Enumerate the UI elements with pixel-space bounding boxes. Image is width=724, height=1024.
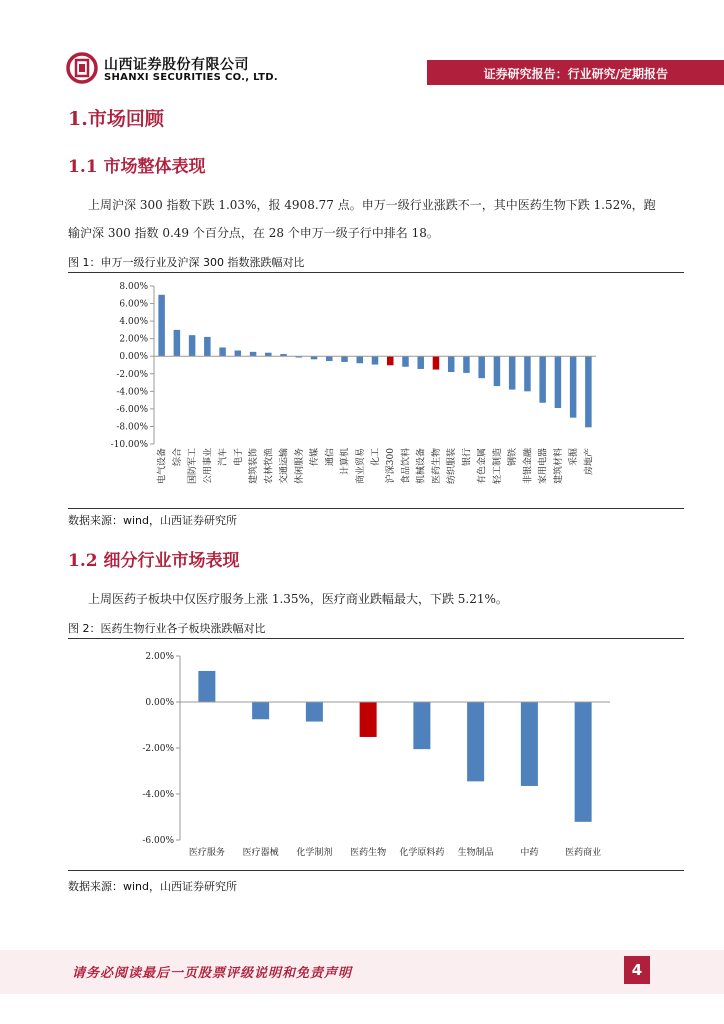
y-tick-label: -10.00%	[110, 440, 148, 450]
x-category-label: 医药生物	[350, 848, 387, 858]
bar-银行	[463, 356, 470, 373]
bar-建筑材料	[555, 356, 562, 408]
bar-沪深300	[387, 356, 394, 365]
x-category-label: 中药	[520, 848, 539, 858]
x-category-label: 食品饮料	[401, 448, 412, 485]
x-category-label: 沪深300	[386, 448, 397, 484]
y-tick-label: 8.00%	[119, 282, 148, 292]
bar-电子	[235, 351, 242, 357]
x-category-label: 电气设备	[157, 448, 168, 485]
bar-电气设备	[158, 295, 165, 356]
bar-医药商业	[575, 702, 592, 822]
y-tick-label: -6.00%	[116, 404, 148, 415]
footer-disclaimer: 请务必阅读最后一页股票评级说明和免责声明	[72, 966, 353, 981]
x-category-label: 汽车	[218, 448, 229, 467]
figure-1-bottom-rule	[68, 508, 684, 509]
bar-公用事业	[204, 337, 211, 356]
x-category-label: 商业贸易	[355, 448, 366, 485]
x-category-label: 医疗器械	[242, 848, 279, 858]
report-type-text: 证券研究报告：行业研究/定期报告	[483, 67, 668, 81]
figure-2-top-rule	[68, 638, 684, 639]
x-category-label: 银行	[462, 448, 473, 467]
bar-生物制品	[467, 702, 484, 781]
x-category-label: 化学制剂	[296, 848, 333, 858]
y-tick-label: -6.00%	[142, 836, 174, 846]
y-tick-label: -8.00%	[116, 422, 148, 433]
page-number: 4	[624, 956, 650, 984]
bar-医疗服务	[198, 671, 215, 702]
x-category-label: 综合	[172, 448, 183, 467]
section-title: 1.市场回顾	[68, 108, 164, 130]
bar-医药生物	[360, 702, 377, 737]
figure-2-title: 图 2：医药生物行业各子板块涨跌幅对比	[68, 622, 266, 635]
bar-农林牧渔	[265, 353, 272, 357]
x-category-label: 家用电器	[538, 447, 549, 485]
x-category-label: 采掘	[569, 448, 580, 467]
bar-采掘	[570, 356, 577, 417]
page-header	[0, 0, 724, 96]
paragraph-line-1: 上周沪深 300 指数下跌 1.03%，报 4908.77 点。申万一级行业涨跌不一，其中医药生物下跌 1.52%，跑	[88, 198, 656, 212]
paragraph-line-2: 输沪深 300 指数 0.49 个百分点，在 28 个申万一级子行中排名 18。	[68, 226, 439, 240]
bar-医药生物	[433, 356, 440, 369]
bar-食品饮料	[402, 356, 409, 367]
paragraph-1-2: 上周医药子板块中仅医疗服务上涨 1.35%，医疗商业跌幅最大，下跌 5.21%。	[88, 592, 508, 606]
x-category-label: 房地产	[584, 448, 595, 476]
x-category-label: 建筑材料	[553, 448, 564, 485]
x-category-label: 建筑装饰	[249, 448, 260, 485]
bar-钢铁	[509, 356, 516, 389]
bar-计算机	[341, 356, 348, 362]
subsection-title-1-2: 1.2 细分行业市场表现	[68, 551, 240, 571]
bar-化学原料药	[413, 702, 430, 749]
x-category-label: 生物制品	[457, 848, 494, 858]
bar-化工	[372, 356, 379, 364]
x-category-label: 化工	[371, 448, 381, 467]
x-category-label: 通信	[325, 448, 336, 467]
y-tick-label: 0.00%	[145, 698, 174, 708]
bar-建筑装饰	[250, 352, 257, 356]
x-category-label: 有色金属	[477, 448, 488, 485]
x-category-label: 化学原料药	[399, 848, 445, 858]
company-logo-icon	[66, 52, 98, 84]
bar-通信	[326, 356, 333, 361]
x-category-label: 传媒	[310, 448, 321, 467]
bar-汽车	[219, 347, 226, 356]
bar-纺织服装	[448, 356, 455, 372]
bar-中药	[521, 702, 538, 786]
x-category-label: 钢铁	[508, 448, 519, 467]
x-category-label: 轻工制造	[492, 448, 503, 485]
x-category-label: 纺织服装	[447, 448, 458, 485]
bar-家用电器	[539, 356, 546, 403]
x-category-label: 计算机	[340, 448, 351, 476]
subsection-title-1-1: 1.1 市场整体表现	[68, 157, 206, 177]
y-tick-label: -4.00%	[142, 790, 174, 800]
bar-国防军工	[189, 335, 196, 356]
y-tick-label: 0.00%	[119, 352, 148, 363]
x-category-label: 医疗服务	[188, 848, 225, 858]
bar-轻工制造	[494, 356, 501, 386]
x-category-label: 休闲服务	[294, 448, 305, 485]
chart-2	[68, 642, 684, 870]
chart-1	[68, 276, 684, 508]
y-tick-label: -2.00%	[142, 744, 174, 754]
x-category-label: 国防军工	[188, 448, 199, 485]
x-category-label: 电子	[233, 448, 244, 467]
x-category-label: 医药生物	[431, 448, 442, 485]
bar-机械设备	[417, 356, 424, 369]
bar-有色金属	[478, 356, 485, 378]
figure-2-source: 数据来源：wind，山西证券研究所	[68, 880, 238, 893]
x-category-label: 公用事业	[203, 448, 214, 485]
bar-商业贸易	[357, 356, 364, 363]
x-category-label: 非银金融	[523, 448, 534, 485]
y-tick-label: 2.00%	[145, 652, 174, 662]
x-category-label: 农林牧渔	[264, 448, 275, 485]
company-name-cn: 山西证券股份有限公司	[104, 57, 249, 73]
x-category-label: 交通运输	[279, 448, 290, 485]
y-tick-label: 2.00%	[119, 334, 148, 345]
figure-1-title: 图 1：申万一级行业及沪深 300 指数涨跌幅对比	[68, 256, 305, 269]
y-tick-label: 6.00%	[119, 299, 148, 310]
figure-2-bottom-rule	[68, 870, 684, 871]
report-type-banner	[427, 60, 724, 85]
y-tick-label: -2.00%	[116, 369, 148, 380]
bar-综合	[174, 330, 181, 356]
bar-医疗器械	[252, 702, 269, 719]
bar-化学制剂	[306, 702, 323, 722]
y-tick-label: -4.00%	[116, 387, 148, 398]
figure-1-top-rule	[68, 272, 684, 273]
bar-房地产	[585, 356, 592, 427]
x-category-label: 医药商业	[565, 848, 602, 858]
bar-非银金融	[524, 356, 531, 391]
y-tick-label: 4.00%	[119, 317, 148, 328]
x-category-label: 机械设备	[416, 448, 427, 485]
figure-1-source: 数据来源：wind，山西证券研究所	[68, 514, 238, 527]
company-name-en: SHANXI SECURITIES CO., LTD.	[104, 72, 278, 83]
